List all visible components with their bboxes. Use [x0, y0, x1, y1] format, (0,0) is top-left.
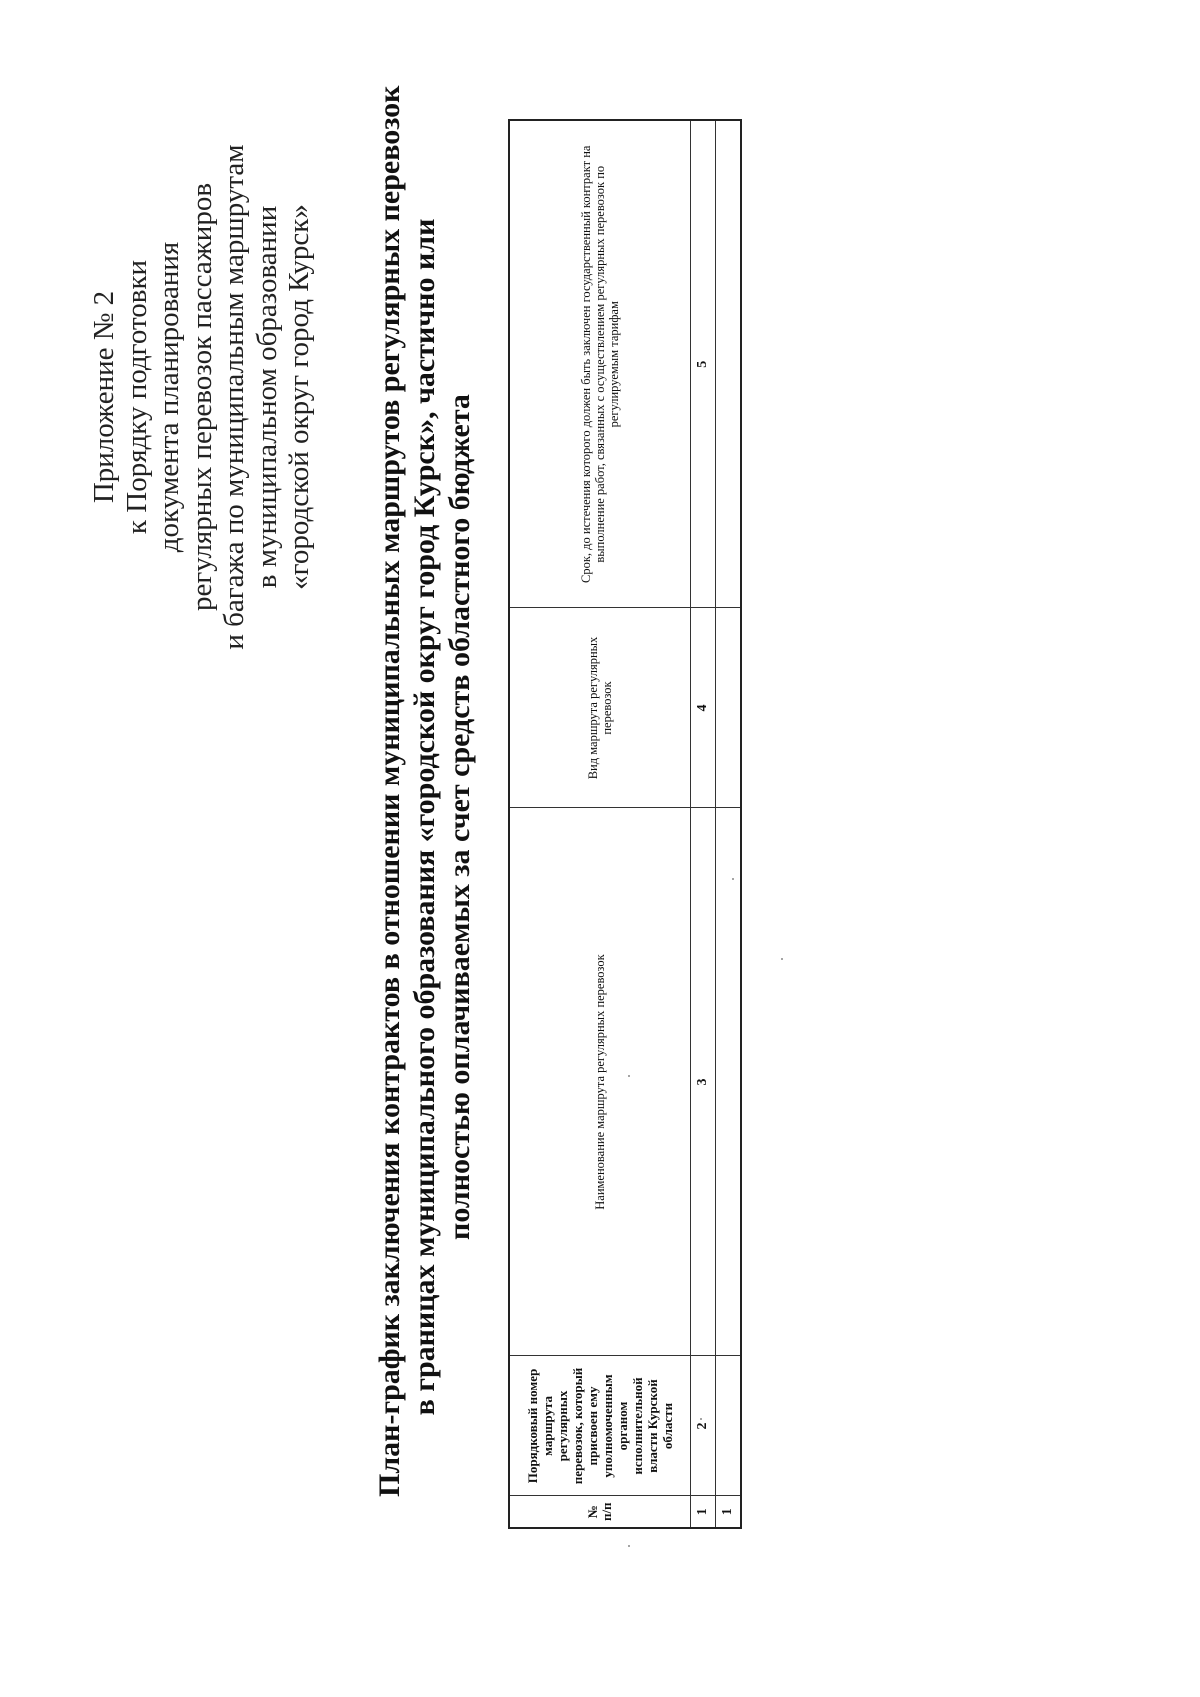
table-cell	[716, 608, 742, 808]
table-cell	[716, 808, 742, 1356]
annex-line: в муниципальном образовании	[250, 205, 283, 589]
header-cell-route-name: Наименование маршрута регулярных перевозок	[509, 808, 691, 1356]
title-line: полностью оплачиваемых за счет средств областного бюджета	[443, 394, 476, 1240]
column-number-row	[691, 120, 716, 1528]
annex-reference	[88, 117, 316, 677]
column-number: 3	[691, 808, 716, 1356]
table-cell	[716, 120, 742, 608]
annex-line: Приложение № 2	[88, 290, 120, 504]
annex-line: «городской округ город Курск»	[283, 204, 315, 590]
column-number: 4	[691, 608, 716, 808]
scan-speck	[732, 878, 734, 880]
scan-speck	[628, 1075, 630, 1077]
scan-speck	[781, 958, 783, 960]
document-title	[372, 85, 477, 1497]
table-header-row	[509, 120, 691, 1528]
header-cell-route-number: Порядковый номер маршрута регулярных перевозок, который присвоен ему уполномоченным органом исполнительной власти Курской области	[509, 1356, 691, 1496]
annex-line: к Порядку подготовки	[120, 259, 153, 535]
annex-line: регулярных перевозок пассажиров	[185, 182, 218, 612]
table-row	[716, 120, 742, 1528]
column-number: 2	[691, 1356, 716, 1496]
table-cell: 1	[716, 1496, 742, 1528]
header-cell-contract-deadline: Срок, до истечения которого должен быть заключен государственный контракт на выполнение работ, связанных с осуществлением регулярных перевозок по регулируемым тарифам	[509, 120, 691, 608]
header-cell-number: № п/п	[509, 1496, 691, 1528]
title-line: в границах муниципального образования «городской округ город Курск», частично или	[408, 218, 441, 1416]
title-line: План-график заключения контрактов в отношении муниципальных маршрутов регулярных перевозок	[373, 85, 406, 1497]
header-cell-route-type: Вид маршрута регулярных перевозок	[509, 608, 691, 808]
annex-line: документа планирования	[153, 241, 185, 553]
scan-speck	[700, 1418, 702, 1420]
scan-speck	[628, 1545, 630, 1547]
table-cell	[716, 1356, 742, 1496]
column-number: 1	[691, 1496, 716, 1528]
column-number: 5	[691, 120, 716, 608]
annex-line: и багажа по муниципальным маршрутам	[218, 144, 250, 650]
schedule-table	[508, 119, 742, 1529]
